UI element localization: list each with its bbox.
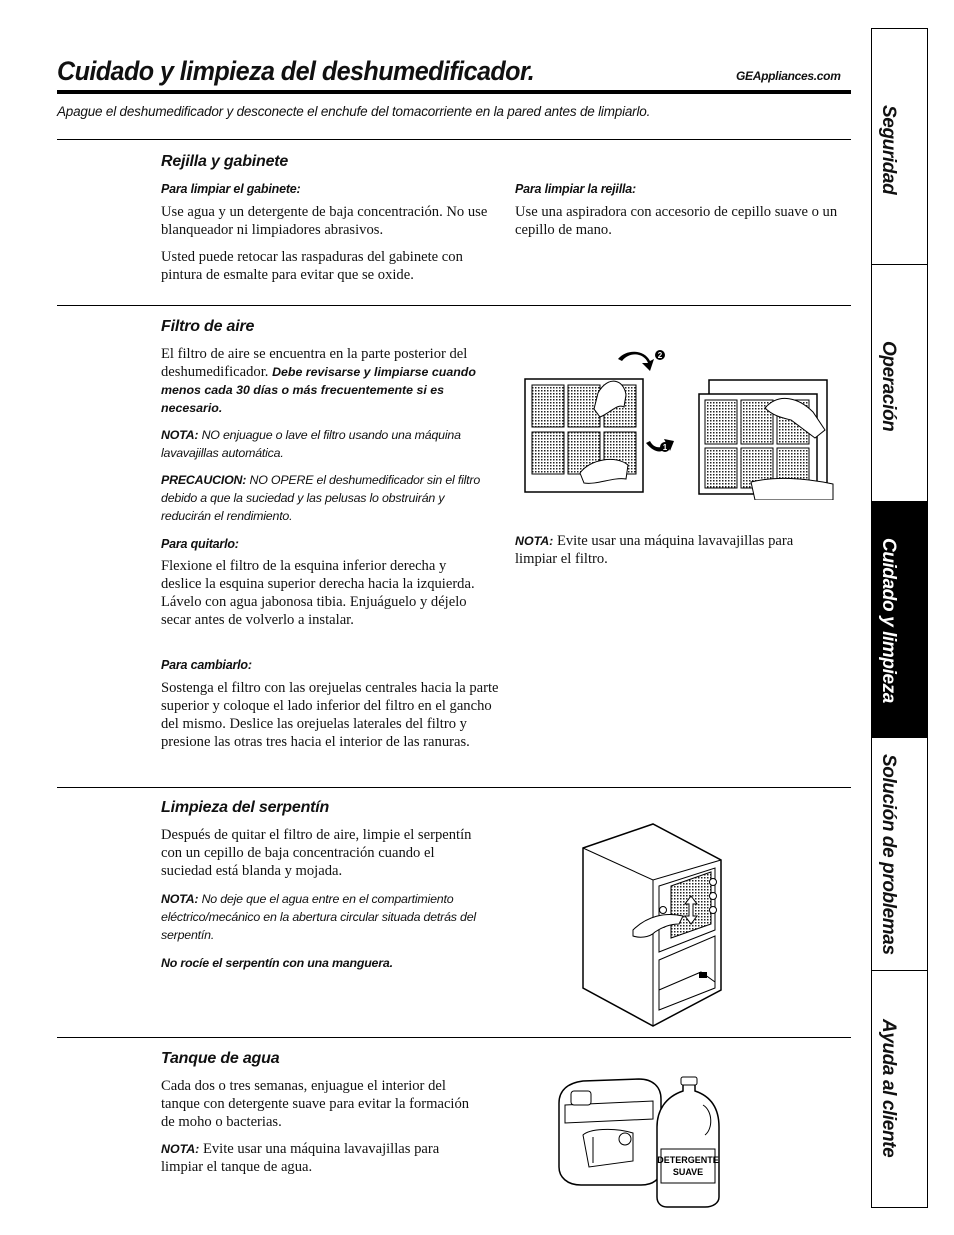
nota2-text: Evite usar una máquina lavavajillas para limpiar el filtro.	[515, 533, 794, 567]
nota-serpentin-text: No deje que el agua entre en el compartimiento eléctrico/mecánico en la abertura circular situada detrás del serpentín.	[161, 892, 476, 942]
text-cambiarlo: Sostenga el filtro con las orejuelas centrales hacia la parte superior y coloque el lado inferior del filtro en el gancho del mismo. Deslice las orejuelas laterales del filtro y presione las otras tres hacia el interior de las ranuras.	[161, 680, 499, 750]
nota-label: NOTA:	[161, 428, 199, 442]
label-cambiarlo: Para cambiarlo:	[161, 658, 252, 672]
tab-solucion-label: Solución de problemas	[878, 754, 899, 955]
heading-filtro: Filtro de aire	[161, 318, 255, 335]
bottle-label-line1: DETERGENTE	[657, 1155, 719, 1165]
filter-install-illustration	[695, 378, 835, 500]
section-divider	[57, 1037, 851, 1038]
text-tanque: Cada dos o tres semanas, enjuague el interior del tanque con detergente suave para evitar la formación de moho o bacterias.	[161, 1078, 470, 1130]
section-tabs	[871, 28, 928, 1208]
nota-text: NO enjuague o lave el filtro usando una máquina lavavajillas automática.	[161, 428, 461, 460]
nota-tanque-text: Evite usar una máquina lavavajillas para limpiar el tanque de agua.	[161, 1141, 440, 1175]
nota2-label: NOTA:	[515, 534, 554, 548]
section-divider	[57, 787, 851, 788]
nota-serpentin-label: NOTA:	[161, 892, 199, 906]
tab-ayuda-al-cliente[interactable]	[872, 971, 927, 1207]
tab-cuidado-label: Cuidado y limpieza	[878, 538, 899, 703]
step-2-number: 2	[657, 351, 663, 360]
website-link[interactable]: GEAppliances.com	[736, 69, 841, 83]
text-gabinete: Use agua y un detergente de baja concentración. No use blanqueador ni limpiadores abrasivos.	[161, 204, 488, 238]
label-quitarlo: Para quitarlo:	[161, 537, 239, 551]
section-divider	[57, 139, 851, 140]
title-rule	[57, 90, 851, 94]
tab-operacion[interactable]	[872, 265, 927, 502]
tab-cuidado-y-limpieza[interactable]	[872, 502, 927, 738]
nota-serpentin	[161, 890, 501, 944]
nota-filtro	[161, 426, 496, 462]
heading-serpentin: Limpieza del serpentín	[161, 799, 330, 816]
intro-text: Apague el deshumedificador y desconecte el enchufe del tomacorriente en la pared antes de limpiarlo.	[57, 104, 651, 119]
precaucion-filtro	[161, 471, 481, 525]
text-rejilla: Use una aspiradora con accesorio de cepillo suave o un cepillo de mano.	[515, 204, 838, 238]
tank-cleaning-illustration	[553, 1075, 728, 1210]
tab-operacion-label: Operación	[878, 341, 899, 432]
text-serpentin: Después de quitar el filtro de aire, limpie el serpentín con un cepillo de baja concentración cuando el suciedad está blanda y mojada.	[161, 827, 472, 879]
label-gabinete: Para limpiar el gabinete:	[161, 182, 301, 196]
precaucion-text: NO OPERE el deshumedificador sin el filtro debido a que la suciedad y las pelusas lo obstruirán y reducirán el rendimiento.	[161, 473, 481, 523]
tab-solucion-de-problemas[interactable]	[872, 738, 927, 971]
precaucion-label: PRECAUCION:	[161, 473, 247, 487]
nota-tanque	[161, 1140, 471, 1176]
tab-seguridad[interactable]	[872, 29, 927, 265]
coil-cleaning-illustration	[575, 820, 725, 1030]
text-filtro-plain: El filtro de aire se encuentra en la parte posterior del deshumedificador.	[161, 346, 468, 380]
text-filtro-bold: Debe revisarse y limpiarse cuando menos cada 30 días o más frecuentemente si es necesario.	[161, 365, 476, 415]
tab-seguridad-label: Seguridad	[878, 105, 899, 195]
page-title: Cuidado y limpieza del deshumedificador.	[57, 56, 535, 86]
text-quitarlo: Flexione el filtro de la esquina inferior derecha y deslice la esquina superior derecha hacia la izquierda. Lávelo con agua jabonosa tibia. Enjuáguelo y déjelo secar antes de volverlo a instalar.	[161, 558, 475, 628]
bottle-label-line2: SUAVE	[672, 1167, 704, 1177]
nota-tanque-label: NOTA:	[161, 1142, 200, 1156]
section-divider	[57, 305, 851, 306]
warning-serpentin: No rocíe el serpentín con una manguera.	[161, 956, 393, 970]
filter-removal-illustration	[520, 345, 680, 497]
tab-ayuda-label: Ayuda al cliente	[878, 1019, 899, 1158]
text-gabinete-2: Usted puede retocar las raspaduras del gabinete con pintura de esmalte para evitar que se oxide.	[161, 249, 463, 283]
heading-tanque: Tanque de agua	[161, 1050, 280, 1067]
label-rejilla: Para limpiar la rejilla:	[515, 182, 636, 196]
heading-rejilla: Rejilla y gabinete	[161, 153, 289, 170]
text-filtro	[161, 345, 496, 417]
step-1-number: 1	[662, 443, 668, 452]
nota-filtro-2	[515, 532, 825, 568]
